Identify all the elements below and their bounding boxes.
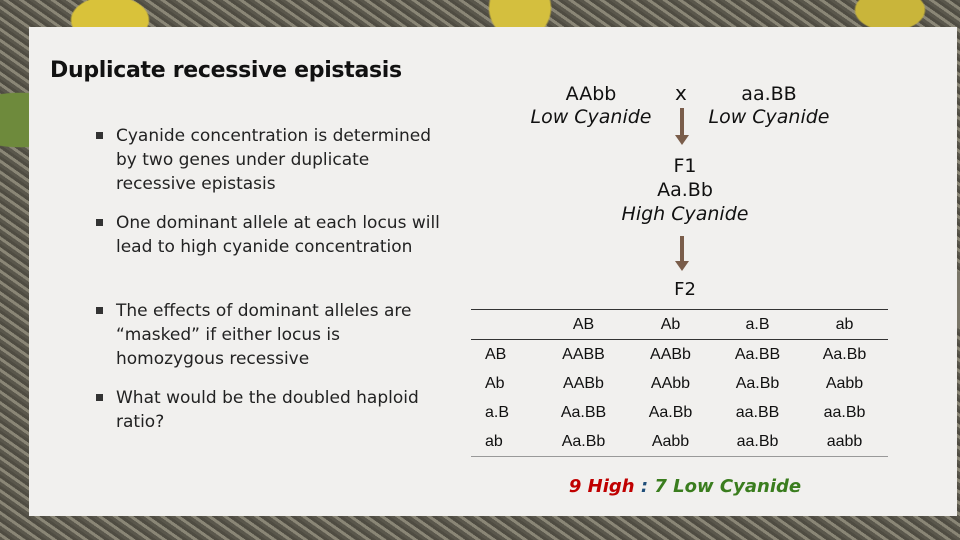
square-bullet-icon [96, 307, 103, 314]
column-header: a.B [714, 310, 801, 340]
down-arrow-icon [675, 236, 689, 274]
genotype-cell: AABb [650, 345, 691, 363]
table-row [471, 369, 888, 398]
genotype-cell: aabb [801, 427, 888, 457]
table-row [471, 340, 888, 370]
column-header: Ab [627, 310, 714, 340]
genotype-cell: Aabb [627, 427, 714, 457]
phenotype-ratio [540, 476, 830, 497]
genotype-cell: AABb [563, 374, 604, 392]
genotype-cell: AABB [562, 345, 605, 363]
column-header: ab [801, 310, 888, 340]
punnett-square [471, 309, 888, 457]
ratio-low: 7 Low Cyanide [654, 476, 802, 497]
row-header: AB [485, 345, 507, 363]
column-header: AB [540, 310, 627, 340]
bullet-text: What would be the doubled haploid ratio? [116, 388, 419, 432]
bullet-item [96, 386, 446, 434]
bullet-item [96, 124, 446, 196]
genotype-cell: Aa.Bb [735, 374, 780, 392]
genotype-cell: Aa.Bb [648, 403, 693, 421]
genotype-cell: Aa.Bb [540, 427, 627, 457]
genotype-cell: Aabb [825, 374, 864, 392]
genotype-cell: Aa.BB [734, 345, 781, 363]
f1-generation [600, 154, 770, 226]
row-header: ab [471, 427, 540, 457]
bullet-item [96, 299, 446, 371]
parent1-phenotype: Low Cyanide [530, 106, 652, 128]
table-row [471, 427, 888, 457]
table-header-row [471, 310, 888, 340]
ratio-separator: : [640, 476, 649, 497]
genotype-cell: aa.Bb [823, 403, 866, 421]
square-bullet-icon [96, 394, 103, 401]
corner-cell [471, 310, 540, 340]
square-bullet-icon [96, 219, 103, 226]
bullet-text: The effects of dominant alleles are “masked” if either locus is homozygous recessive [116, 301, 412, 369]
ratio-high: 9 High [568, 476, 635, 497]
f1-label: F1 [673, 155, 697, 177]
row-header: Ab [485, 374, 505, 392]
row-header: a.B [485, 403, 510, 421]
cross-operator: x [675, 81, 687, 105]
table-row [471, 398, 888, 427]
bullet-item [96, 211, 446, 259]
parent2-genotype: aa.BB [741, 83, 797, 105]
f1-genotype: Aa.Bb [657, 179, 713, 201]
square-bullet-icon [96, 132, 103, 139]
parent2 [702, 83, 836, 129]
genotype-cell: AAbb [650, 374, 691, 392]
genotype-cell: aa.Bb [714, 427, 801, 457]
genotype-cell: aa.BB [735, 403, 780, 421]
parent1 [525, 83, 657, 129]
down-arrow-icon [675, 108, 689, 146]
f2-label: F2 [674, 279, 696, 300]
parent1-genotype: AAbb [565, 83, 617, 105]
parent2-phenotype: Low Cyanide [708, 106, 830, 128]
slide-title: Duplicate recessive epistasis [50, 58, 402, 83]
bullet-text: Cyanide concentration is determined by two genes under duplicate recessive epistasis [116, 126, 431, 194]
bullet-text: One dominant allele at each locus will lead to high cyanide concentration [116, 213, 440, 257]
genotype-cell: Aa.BB [560, 403, 607, 421]
f1-phenotype: High Cyanide [621, 203, 749, 225]
genotype-cell: Aa.Bb [822, 345, 867, 363]
